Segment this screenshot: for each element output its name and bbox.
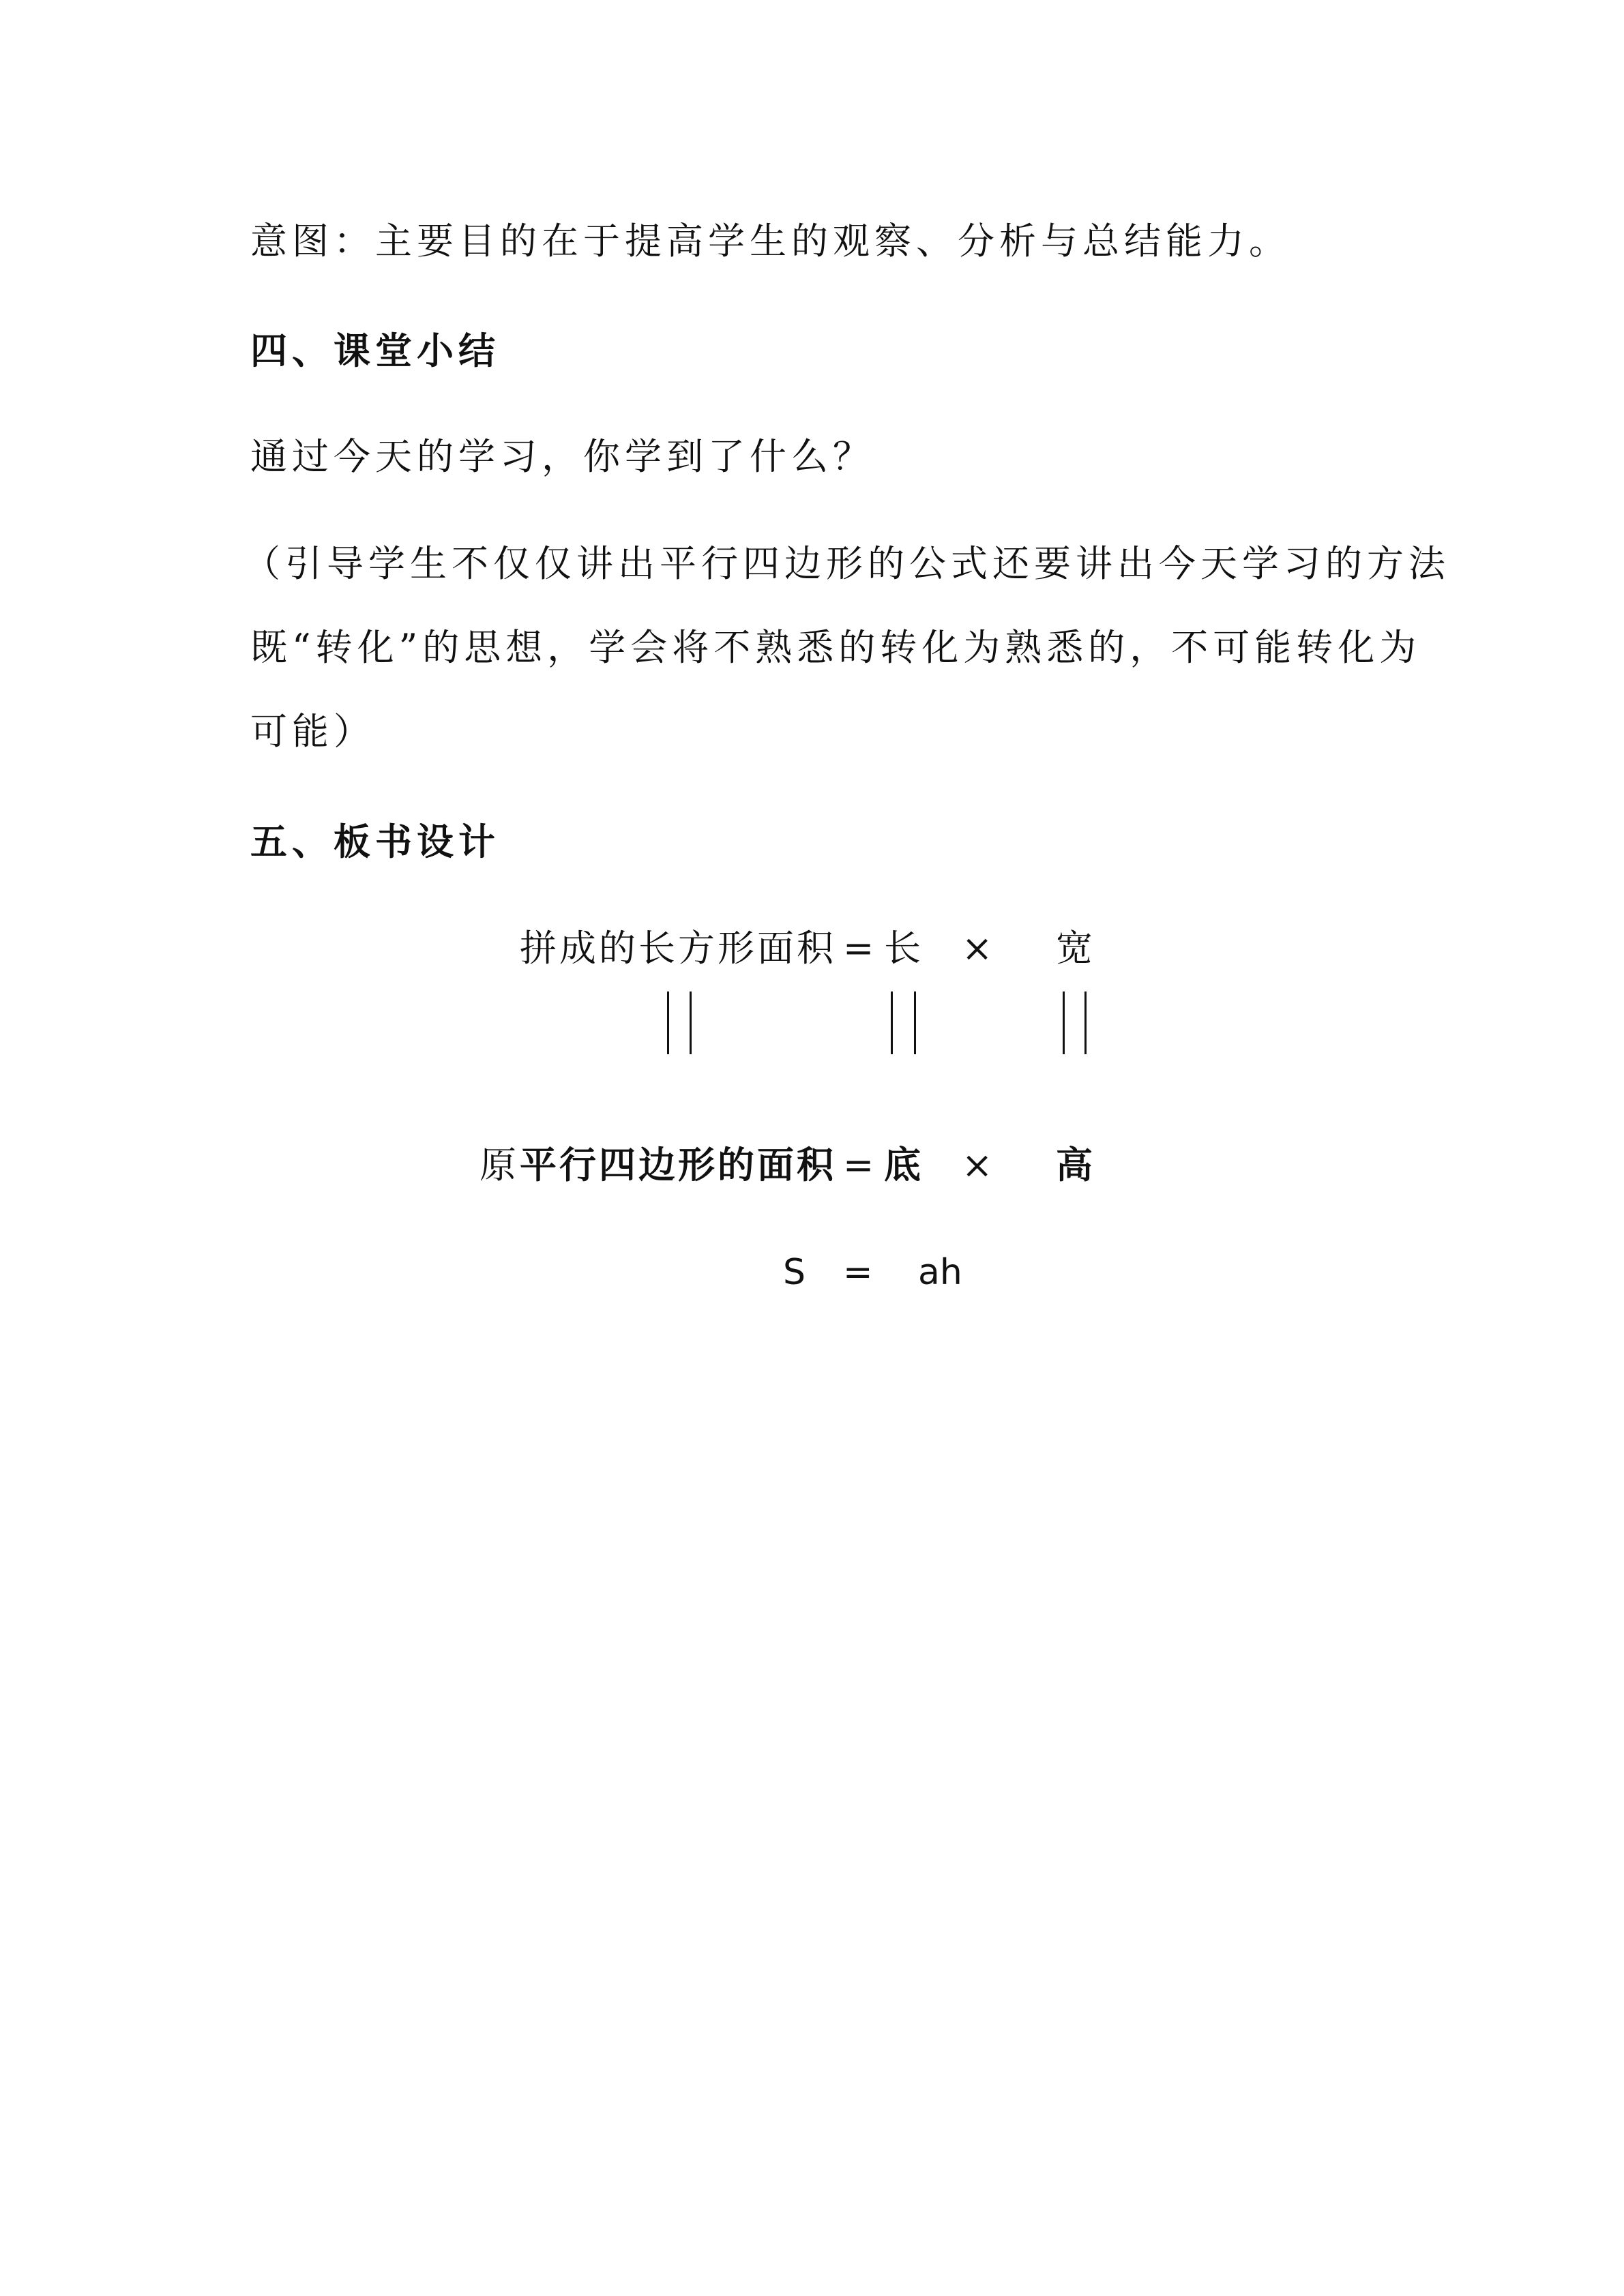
board-row1-times: × <box>962 927 993 970</box>
guidance-text-line-1: （引导学生不仅仅讲出平行四边形的公式还要讲出今天学习的方法 <box>243 542 1450 585</box>
summary-question: 通过今天的学习，你学到了什么？ <box>250 435 874 478</box>
board-row2-equals: = <box>843 1144 874 1187</box>
board-row2-label: 平行四边形的面积 <box>520 1144 836 1187</box>
board-row2-times: × <box>962 1144 993 1187</box>
equality-bar <box>891 992 893 1054</box>
board-row1-equals: = <box>843 927 874 970</box>
formula-equals: = <box>843 1252 873 1293</box>
equality-bar <box>667 992 669 1054</box>
formula-rhs: ah <box>918 1252 962 1293</box>
board-row2-prefix: 原 <box>479 1144 516 1187</box>
board-row2-height: 高 <box>1056 1144 1093 1187</box>
board-row1-label: 拼成的长方形面积 <box>520 927 836 970</box>
equality-bar <box>1084 992 1087 1054</box>
guidance-text-line-2: 既“转化”的思想，学会将不熟悉的转化为熟悉的，不可能转化为 <box>250 626 1421 669</box>
board-row1-length: 长 <box>884 927 921 970</box>
section-heading-class-summary: 四、课堂小结 <box>250 329 500 372</box>
equality-bar <box>1063 992 1065 1054</box>
equality-bar <box>914 992 916 1054</box>
formula-lhs: S <box>783 1252 806 1293</box>
section-heading-board-design: 五、板书设计 <box>250 820 500 863</box>
intent-text: 意图：主要目的在于提高学生的观察、分析与总结能力。 <box>250 220 1290 263</box>
equality-bar <box>690 992 692 1054</box>
board-row1-width: 宽 <box>1056 927 1093 970</box>
board-row2-base: 底 <box>884 1144 921 1187</box>
guidance-text-line-3: 可能） <box>250 710 375 753</box>
